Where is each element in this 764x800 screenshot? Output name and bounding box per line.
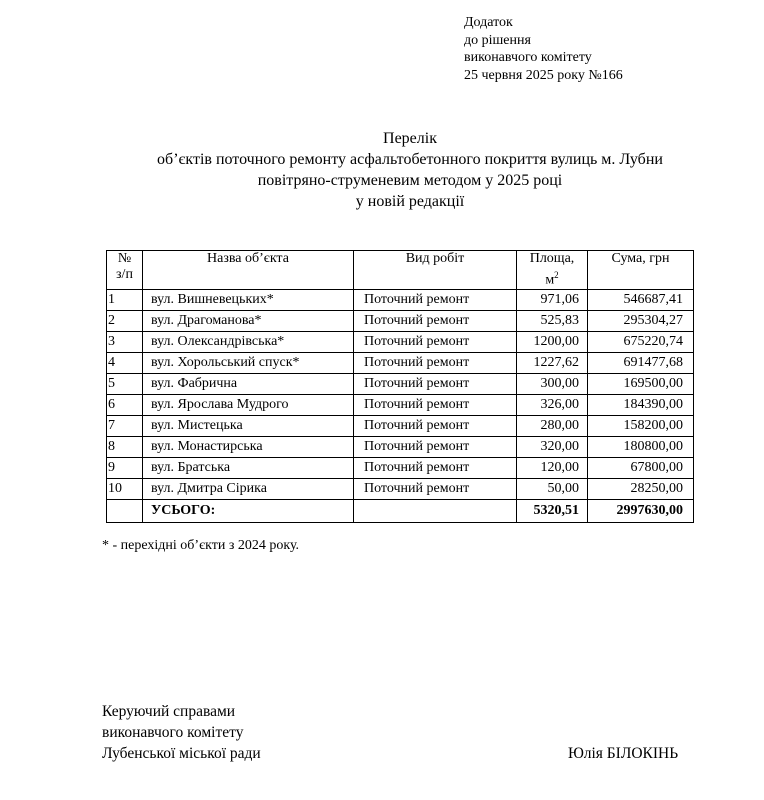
sum-value: 546687,41 xyxy=(588,289,694,310)
area-value: 50,00 xyxy=(517,478,588,499)
footnote: * - перехідні об’єкти з 2024 року. xyxy=(102,538,300,553)
table-row xyxy=(107,289,694,310)
signature-line: виконавчого комітету xyxy=(102,724,244,741)
signer-name: Юлія БІЛОКІНЬ xyxy=(568,745,679,762)
sum-value: 295304,27 xyxy=(588,310,694,331)
header-area: Площа, $м^2$ xyxy=(517,251,588,290)
work-type: Поточний ремонт xyxy=(354,373,517,394)
object-name: вул. Олександрівська* xyxy=(143,331,354,352)
appendix-line: до рішення xyxy=(464,32,531,48)
objects-table xyxy=(106,250,694,523)
header-object-name: Назва об’єкта xyxy=(143,251,354,290)
title-line: повітряно-струменевим методом у 2025 році xyxy=(257,172,563,189)
total-row xyxy=(107,499,694,522)
header-number: № з/п xyxy=(107,251,143,290)
sum-value: 180800,00 xyxy=(588,436,694,457)
area-value: 971,06 xyxy=(517,289,588,310)
area-value: 326,00 xyxy=(517,394,588,415)
title-line: об’єктів поточного ремонту асфальтобетонного покриття вулиць м. Лубни xyxy=(157,151,663,168)
appendix-line: 25 червня 2025 року №166 xyxy=(464,67,623,83)
total-empty-cell xyxy=(107,499,143,522)
appendix-line: виконавчого комітету xyxy=(464,50,592,65)
table-row xyxy=(107,478,694,499)
area-value: 1227,62 xyxy=(517,352,588,373)
area-value: 1200,00 xyxy=(517,331,588,352)
work-type: Поточний ремонт xyxy=(354,394,517,415)
row-number: 4 xyxy=(107,352,143,373)
row-number: 9 xyxy=(107,457,143,478)
sum-value: 675220,74 xyxy=(588,331,694,352)
object-name: вул. Братська xyxy=(143,457,354,478)
sum-value: 158200,00 xyxy=(588,415,694,436)
table-row xyxy=(107,394,694,415)
sum-value: 28250,00 xyxy=(588,478,694,499)
signature-block xyxy=(102,701,261,764)
row-number: 5 xyxy=(107,373,143,394)
table-row xyxy=(107,331,694,352)
work-type: Поточний ремонт xyxy=(354,310,517,331)
object-name: вул. Фабрична xyxy=(143,373,354,394)
appendix-header xyxy=(464,14,623,84)
title-line: Перелік xyxy=(383,130,437,147)
object-name: вул. Хорольський спуск* xyxy=(143,352,354,373)
header-work-type: Вид робіт xyxy=(354,251,517,290)
area-value: 120,00 xyxy=(517,457,588,478)
object-name: вул. Драгоманова* xyxy=(143,310,354,331)
area-value: 300,00 xyxy=(517,373,588,394)
signature-line: Лубенської міської ради xyxy=(102,745,261,762)
row-number: 3 xyxy=(107,331,143,352)
sum-value: 184390,00 xyxy=(588,394,694,415)
object-name: вул. Вишневецьких* xyxy=(143,289,354,310)
work-type: Поточний ремонт xyxy=(354,289,517,310)
area-value: 525,83 xyxy=(517,310,588,331)
sum-value: 67800,00 xyxy=(588,457,694,478)
document-title xyxy=(60,128,760,212)
work-type: Поточний ремонт xyxy=(354,457,517,478)
table-row xyxy=(107,415,694,436)
sum-value: 691477,68 xyxy=(588,352,694,373)
sum-value: 169500,00 xyxy=(588,373,694,394)
work-type: Поточний ремонт xyxy=(354,436,517,457)
total-area: 5320,51 xyxy=(517,499,588,522)
table-row xyxy=(107,373,694,394)
row-number: 7 xyxy=(107,415,143,436)
object-name: вул. Дмитра Сірика xyxy=(143,478,354,499)
object-name: вул. Мистецька xyxy=(143,415,354,436)
signature-line: Керуючий справами xyxy=(102,703,236,720)
table-row xyxy=(107,457,694,478)
row-number: 8 xyxy=(107,436,143,457)
work-type: Поточний ремонт xyxy=(354,478,517,499)
work-type: Поточний ремонт xyxy=(354,352,517,373)
object-name: вул. Ярослава Мудрого xyxy=(143,394,354,415)
work-type: Поточний ремонт xyxy=(354,415,517,436)
appendix-line: Додаток xyxy=(464,15,513,30)
total-label: УСЬОГО: xyxy=(143,499,354,522)
header-sum: Сума, грн xyxy=(588,251,694,290)
row-number: 1 xyxy=(107,289,143,310)
total-sum: 2997630,00 xyxy=(588,499,694,522)
total-empty-cell xyxy=(354,499,517,522)
row-number: 10 xyxy=(107,478,143,499)
area-value: 320,00 xyxy=(517,436,588,457)
table-row xyxy=(107,352,694,373)
table-row xyxy=(107,310,694,331)
title-line: у новій редакції xyxy=(355,193,465,210)
row-number: 6 xyxy=(107,394,143,415)
work-type: Поточний ремонт xyxy=(354,331,517,352)
table-row xyxy=(107,436,694,457)
object-name: вул. Монастирська xyxy=(143,436,354,457)
table-header-row xyxy=(107,251,694,290)
area-value: 280,00 xyxy=(517,415,588,436)
row-number: 2 xyxy=(107,310,143,331)
